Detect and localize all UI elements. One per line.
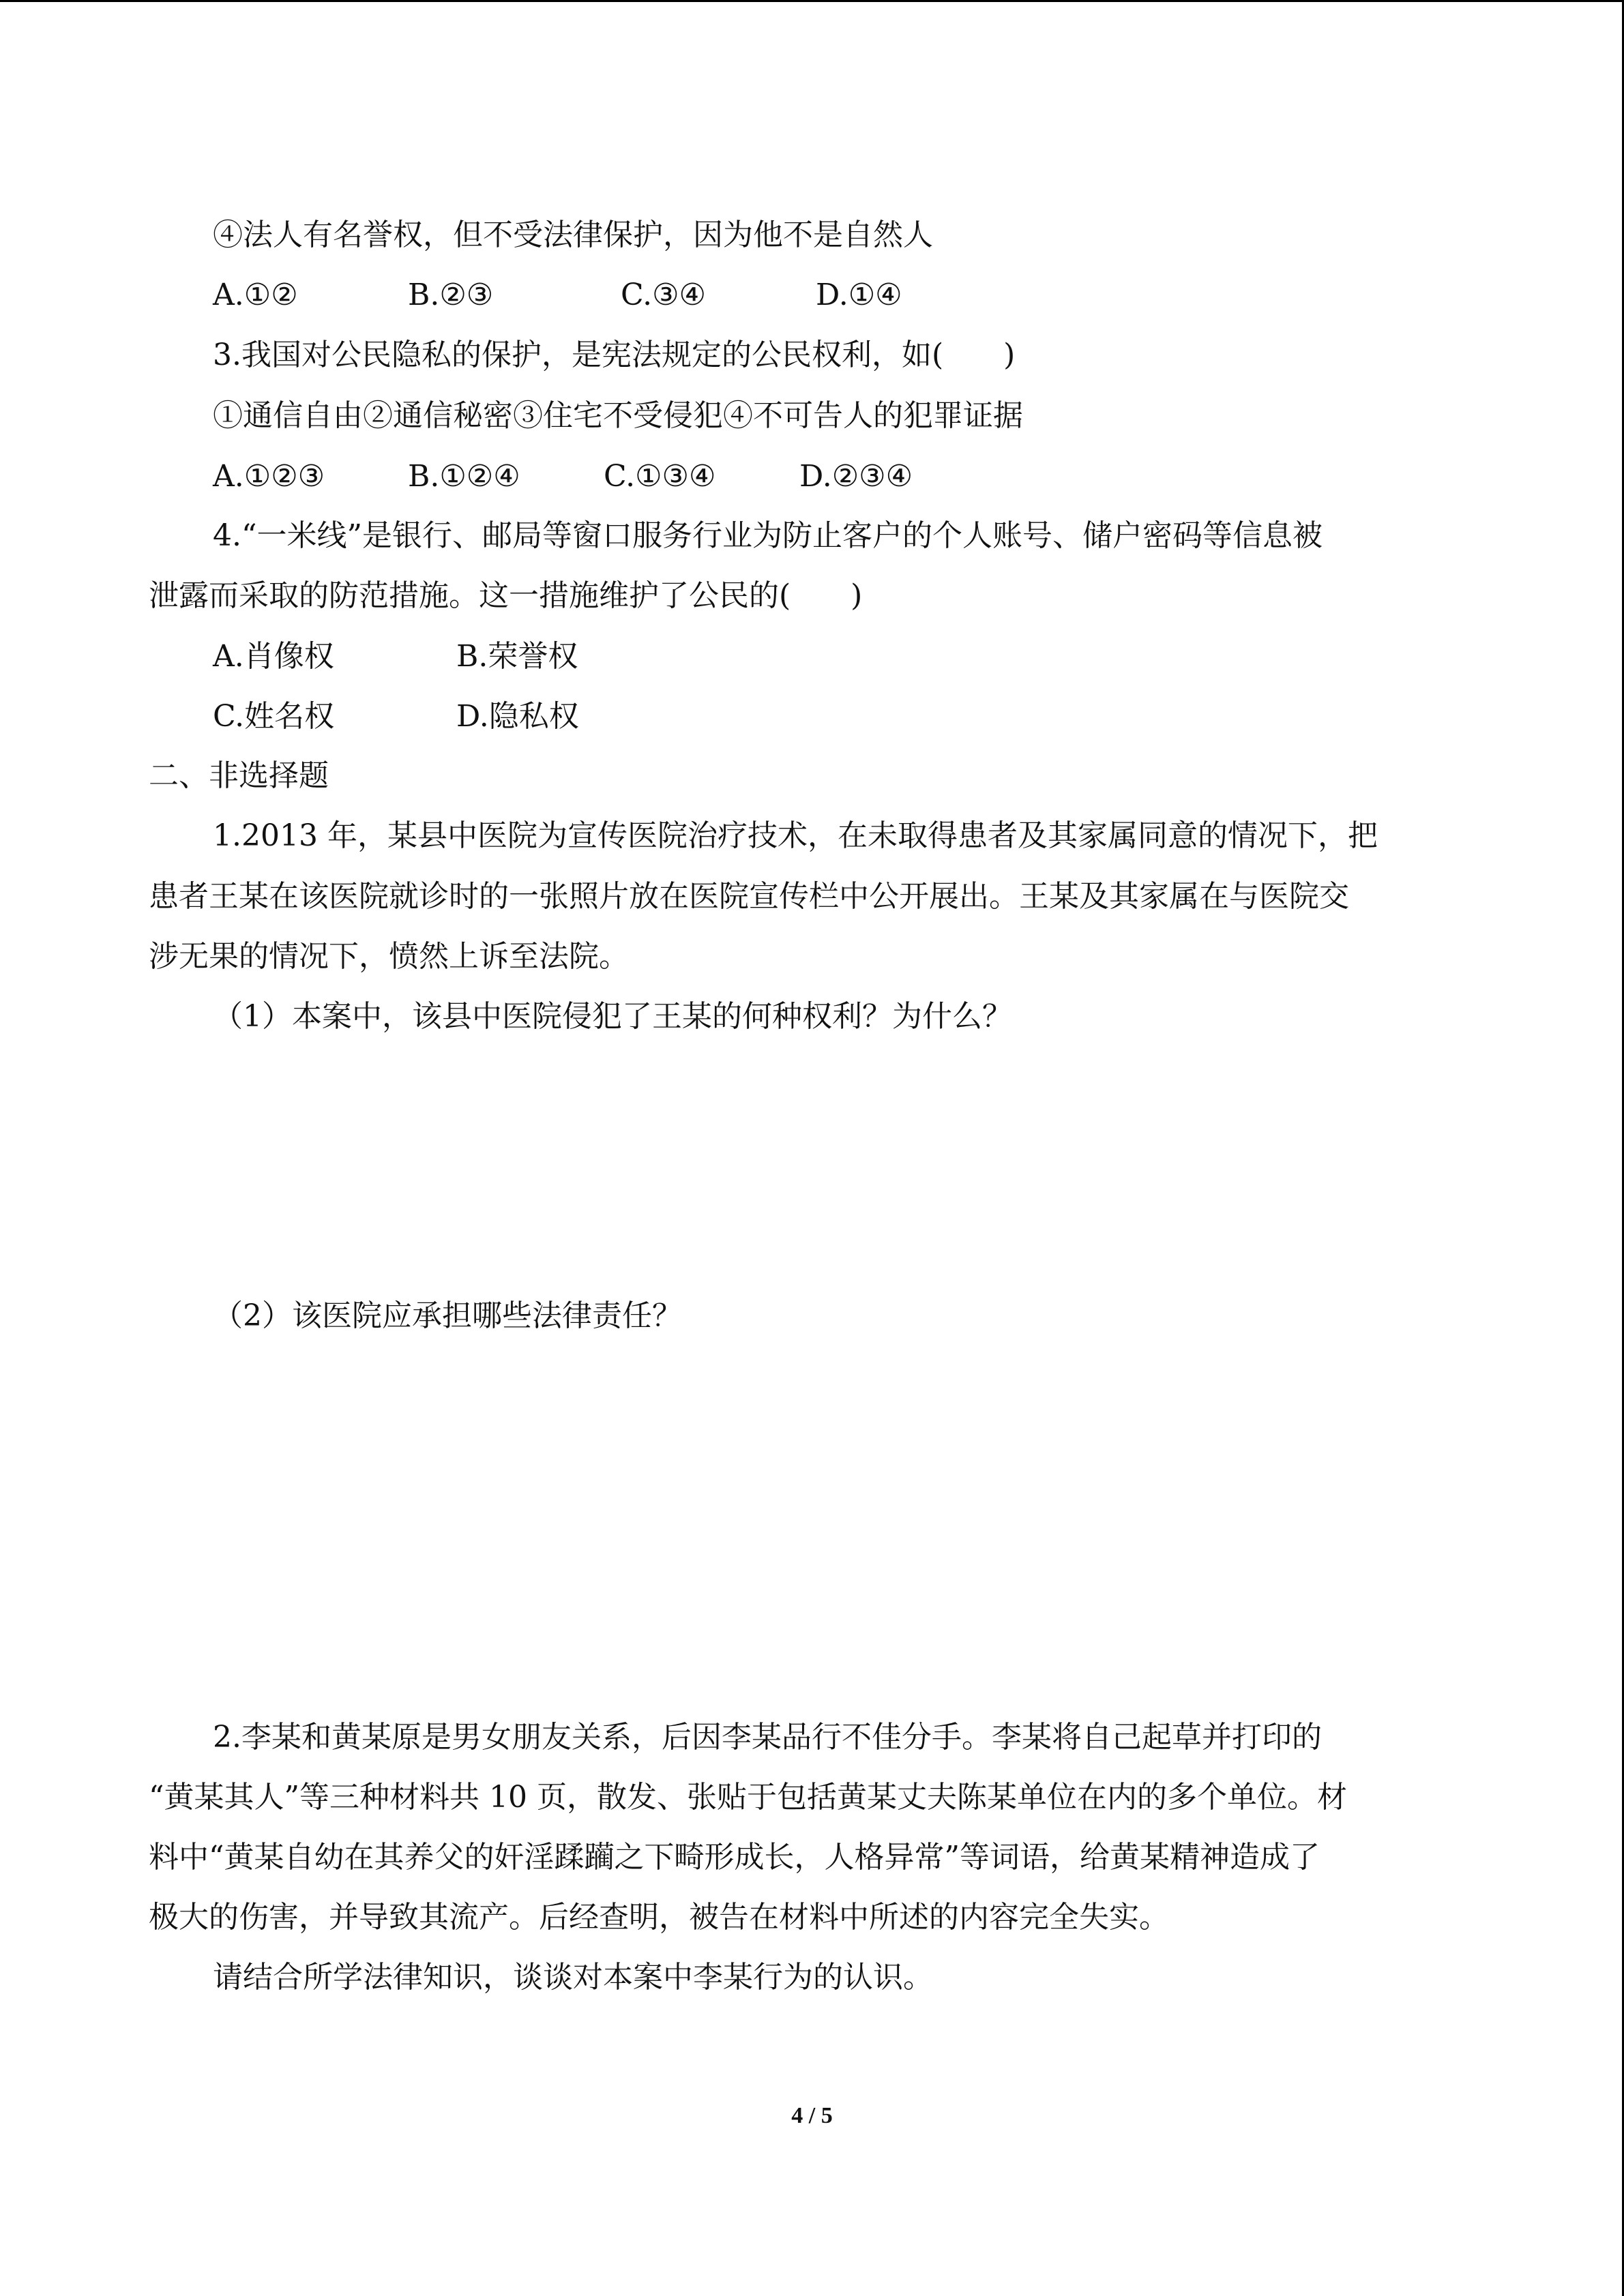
case2-line4: 极大的伤害，并导致其流产。后经查明，被告在材料中所述的内容完全失实。 bbox=[149, 1900, 1169, 1935]
case2-line2: “黄某其人”等三种材料共 10 页，散发、张贴于包括黄某丈夫陈某单位在内的多个单位。材 bbox=[149, 1780, 1347, 1815]
q4-option-c: C.姓名权 bbox=[213, 699, 335, 734]
q4-option-a: A.肖像权 bbox=[213, 639, 334, 674]
q3-stem: 3.我国对公民隐私的保护，是宪法规定的公民权利，如( ) bbox=[213, 338, 1016, 372]
section-heading: 二、非选择题 bbox=[149, 758, 329, 793]
case1-subquestion-2: （2）该医院应承担哪些法律责任？ bbox=[213, 1298, 682, 1333]
case1-line1: 1.2013 年，某县中医院为宣传医院治疗技术，在未取得患者及其家属同意的情况下，把 bbox=[213, 818, 1378, 853]
case1-line2: 患者王某在该医院就诊时的一张照片放在医院宣传栏中公开展出。王某及其家属在与医院交 bbox=[149, 879, 1349, 914]
case2-line3: 料中“黄某自幼在其养父的奸淫蹂躏之下畸形成长，人格异常”等词语，给黄某精神造成了 bbox=[149, 1840, 1320, 1875]
case2-prompt: 请结合所学法律知识，谈谈对本案中李某行为的认识。 bbox=[213, 1960, 933, 1995]
q3-items: ①通信自由②通信秘密③住宅不受侵犯④不可告人的犯罪证据 bbox=[213, 398, 1023, 433]
q4-stem-line1: 4.“一米线”是银行、邮局等窗口服务行业为防止客户的个人账号、储户密码等信息被 bbox=[213, 518, 1323, 553]
q2-option-a: A.①② bbox=[213, 278, 298, 312]
q4-stem-line2: 泄露而采取的防范措施。这一措施维护了公民的( ) bbox=[149, 578, 863, 613]
case2-line1: 2.李某和黄某原是男女朋友关系，后因李某品行不佳分手。李某将自己起草并打印的 bbox=[213, 1720, 1322, 1755]
q2-option-c: C.③④ bbox=[621, 278, 706, 312]
case1-subquestion-1: （1）本案中，该县中医院侵犯了王某的何种权利？为什么？ bbox=[213, 999, 1012, 1034]
q2-option-d: D.①④ bbox=[816, 278, 902, 312]
page-top-border bbox=[0, 0, 1624, 2]
q3-option-d: D.②③④ bbox=[799, 459, 913, 494]
q3-option-c: C.①③④ bbox=[604, 459, 716, 494]
page-number: 4 / 5 bbox=[791, 2103, 833, 2128]
q2-option-b: B.②③ bbox=[408, 278, 494, 312]
q2-item4: ④法人有名誉权，但不受法律保护，因为他不是自然人 bbox=[213, 218, 933, 252]
q4-option-b: B.荣誉权 bbox=[456, 639, 578, 674]
case1-line3: 涉无果的情况下，愤然上诉至法院。 bbox=[149, 939, 629, 974]
q3-option-b: B.①②④ bbox=[408, 459, 520, 494]
q4-option-d: D.隐私权 bbox=[456, 699, 579, 734]
q3-option-a: A.①②③ bbox=[213, 459, 325, 494]
